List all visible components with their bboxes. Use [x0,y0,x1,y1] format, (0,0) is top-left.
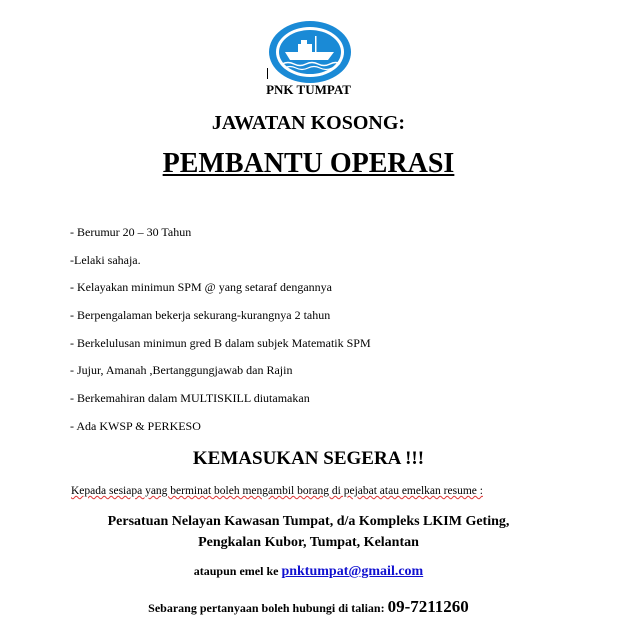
post-title: PEMBANTU OPERASI [162,148,455,179]
requirement-item: - Berumur 20 – 30 Tahun [70,225,192,239]
address-line-1: Persatuan Nelayan Kawasan Tumpat, d/a Kompleks LKIM Geting, [107,514,510,529]
requirement-item: - Berkemahiran dalam MULTISKILL diutamakan [70,391,310,405]
org-name: PNK TUMPAT [266,82,351,97]
phone-prefix: Sebarang pertanyaan boleh hubungi di talian: [148,601,388,615]
requirement-item: - Kelayakan minimun SPM @ yang setaraf dengannya [70,280,332,294]
email-prefix: ataupun emel ke [193,564,282,578]
email-link[interactable]: pnktumpat@gmail.com [281,564,424,579]
page-heading: JAWATAN KOSONG: [211,112,406,134]
address-line-2: Pengkalan Kubor, Tumpat, Kelantan [198,535,419,550]
requirement-item: - Ada KWSP & PERKESO [70,419,201,433]
requirement-item: -Lelaki sahaja. [70,253,141,267]
requirement-item: - Jujur, Amanah ,Bertanggungjawab dan Rajin [70,363,293,377]
instruction-text: Kepada sesiapa yang berminat boleh mengambil borang di pejabat atau emelkan resume : [71,485,483,497]
email-line [0,564,617,580]
phone-number: 09-7211260 [387,597,469,616]
text-cursor [267,68,268,79]
urgent-heading: KEMASUKAN SEGERA !!! [192,448,425,469]
boat-emblem-icon [268,20,352,84]
requirement-item: - Berkelulusan minimun gred B dalam subjek Matematik SPM [70,336,371,350]
requirement-item: - Berpengalaman bekerja sekurang-kurangnya 2 tahun [70,308,331,322]
phone-line [0,597,617,617]
